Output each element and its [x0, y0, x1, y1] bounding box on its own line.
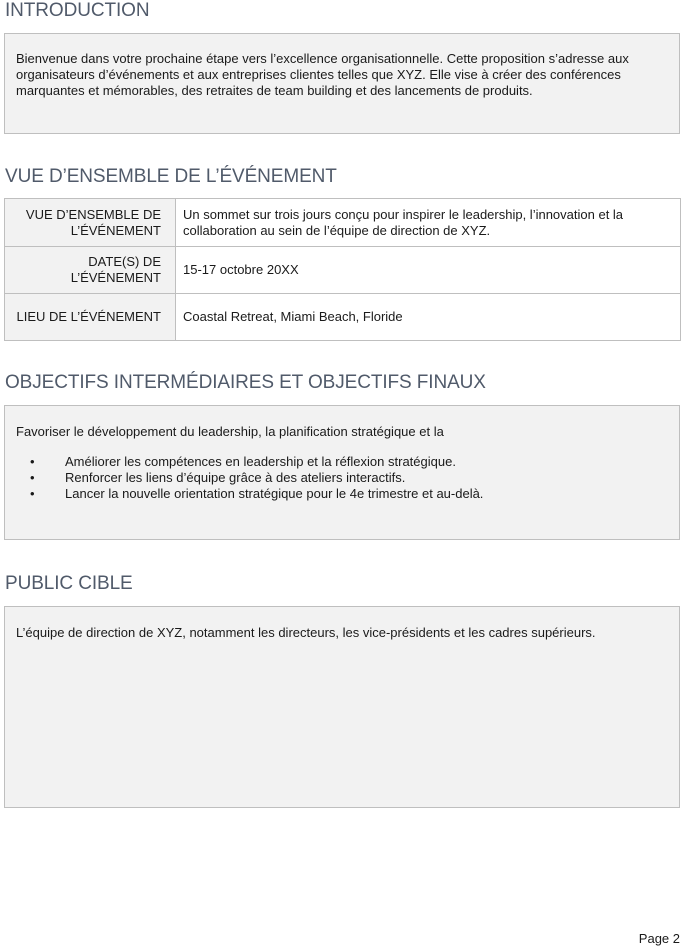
- audience-text: L’équipe de direction de XYZ, notamment les directeurs, les vice-présidents et les cadres supérieurs.: [16, 625, 596, 640]
- goals-box: [4, 405, 680, 540]
- goal-text: Renforcer les liens d’équipe grâce à des ateliers interactifs.: [65, 470, 406, 485]
- overview-heading: VUE D’ENSEMBLE DE L’ÉVÉNEMENT: [5, 166, 337, 187]
- goals-list: [16, 454, 668, 502]
- table-row: [5, 199, 681, 247]
- list-item: [16, 470, 668, 486]
- intro-text: Bienvenue dans votre prochaine étape vers l’excellence organisationnelle. Cette proposition s’adresse aux organisateurs d’événements et aux entreprises clientes telles que XYZ. Elle vise à créer des conférences marquantes et mémorables, des retraites de team building et des lancements de produits.: [16, 51, 629, 98]
- bullet-icon: •: [30, 454, 35, 469]
- bullet-icon: •: [30, 470, 35, 485]
- table-row: [5, 294, 681, 341]
- audience-heading: PUBLIC CIBLE: [5, 573, 133, 594]
- page-number: Page 2: [638, 931, 680, 946]
- audience-box: [4, 606, 680, 808]
- dates-value-cell: 15-17 octobre 20XX: [176, 247, 681, 294]
- overview-label-cell: VUE D’ENSEMBLE DE L’ÉVÉNEMENT: [5, 199, 176, 247]
- goals-intro-text: Favoriser le développement du leadership, la planification stratégique et la: [16, 424, 444, 439]
- list-item: [16, 486, 668, 502]
- intro-box: [4, 33, 680, 134]
- list-item: [16, 454, 668, 470]
- bullet-icon: •: [30, 486, 35, 501]
- dates-label-cell: DATE(S) DE L’ÉVÉNEMENT: [5, 247, 176, 294]
- goal-text: Améliorer les compétences en leadership et la réflexion stratégique.: [65, 454, 456, 469]
- intro-heading: INTRODUCTION: [5, 0, 150, 21]
- location-value-cell: Coastal Retreat, Miami Beach, Floride: [176, 294, 681, 341]
- goals-heading: OBJECTIFS INTERMÉDIAIRES ET OBJECTIFS FINAUX: [5, 372, 486, 393]
- table-row: [5, 247, 681, 294]
- overview-value-cell: Un sommet sur trois jours conçu pour inspirer le leadership, l’innovation et la collaboration au sein de l’équipe de direction de XYZ.: [176, 199, 681, 247]
- location-label-cell: LIEU DE L’ÉVÉNEMENT: [5, 294, 176, 341]
- goal-text: Lancer la nouvelle orientation stratégique pour le 4e trimestre et au-delà.: [65, 486, 484, 501]
- overview-table: [4, 198, 681, 341]
